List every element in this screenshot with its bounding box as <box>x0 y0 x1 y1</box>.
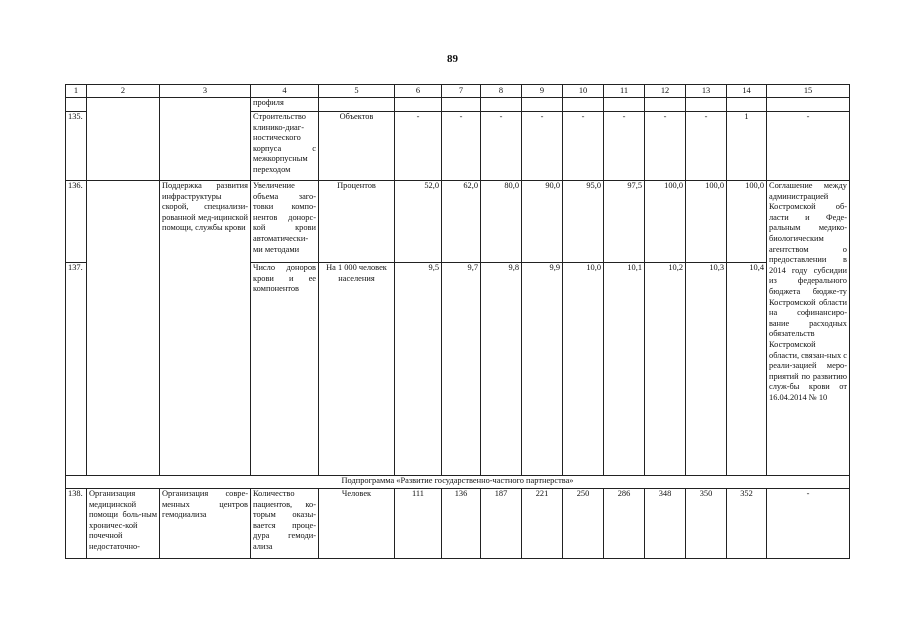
value-cell: 97,5 <box>604 181 645 263</box>
row-number: 138. <box>66 489 87 559</box>
table-row <box>66 489 850 559</box>
value-cell: 90,0 <box>522 181 563 263</box>
value-cell: 100,0 <box>727 181 767 263</box>
value-cell: - <box>395 112 442 181</box>
value-cell: 9,9 <box>522 263 563 476</box>
header-cell: 12 <box>645 85 686 98</box>
value-cell: 111 <box>395 489 442 559</box>
table-row <box>66 98 850 112</box>
row-number: 135. <box>66 112 87 181</box>
header-cell: 14 <box>727 85 767 98</box>
header-row <box>66 85 850 98</box>
table-row <box>66 181 850 263</box>
note-cell: - <box>767 112 850 181</box>
value-cell: 100,0 <box>686 181 727 263</box>
value-cell: 95,0 <box>563 181 604 263</box>
value-cell: 100,0 <box>645 181 686 263</box>
value-cell: 187 <box>481 489 522 559</box>
value-cell: 62,0 <box>442 181 481 263</box>
subprogram-title: Подпрограмма «Развитие государственно-частного партнерства» <box>66 476 850 489</box>
header-cell: 4 <box>251 85 319 98</box>
header-cell: 9 <box>522 85 563 98</box>
indicator-cell: Количество пациентов, ко-торым оказы-вается проце-дура гемоди-ализа <box>251 489 319 559</box>
indicator-cell: профиля <box>251 98 319 112</box>
value-cell: 9,5 <box>395 263 442 476</box>
value-cell: 10,4 <box>727 263 767 476</box>
note-cell: - <box>767 489 850 559</box>
value-cell: - <box>522 112 563 181</box>
value-cell: 9,7 <box>442 263 481 476</box>
value-cell: 250 <box>563 489 604 559</box>
subprogram-row <box>66 476 850 489</box>
event-cell: Поддержка развития инфраструктуры скорой, специализи-рованной мед-ицинской помощи, службы крови <box>160 181 251 476</box>
row-number: 137. <box>66 263 87 476</box>
page-number: 89 <box>447 53 458 65</box>
value-cell: 10,3 <box>686 263 727 476</box>
header-cell: 7 <box>442 85 481 98</box>
value-cell: 221 <box>522 489 563 559</box>
header-cell: 6 <box>395 85 442 98</box>
value-cell: 1 <box>727 112 767 181</box>
row-number: 136. <box>66 181 87 263</box>
indicator-cell: Увеличение объема заго-товки компо-нентов донорс-кой крови автоматически-ми методами <box>251 181 319 263</box>
event-cell: Организация совре-менных центров гемодиализа <box>160 489 251 559</box>
header-cell: 5 <box>319 85 395 98</box>
value-cell: 286 <box>604 489 645 559</box>
value-cell: 350 <box>686 489 727 559</box>
value-cell: 9,8 <box>481 263 522 476</box>
value-cell: - <box>563 112 604 181</box>
value-cell: 352 <box>727 489 767 559</box>
header-cell: 1 <box>66 85 87 98</box>
goal-cell: Организация медицинской помощи боль-ным хроничес-кой почечной недостаточно- <box>87 489 160 559</box>
indicator-cell: Строительство клинико-диаг-ностического корпуса с межкорпусным переходом <box>251 112 319 181</box>
header-cell: 15 <box>767 85 850 98</box>
targets-table <box>65 84 850 559</box>
unit-cell: Процентов <box>319 181 395 263</box>
value-cell: 348 <box>645 489 686 559</box>
indicator-cell: Число донoров крови и ее компонентов <box>251 263 319 476</box>
note-cell: Соглашение между администрацией Костромской об-ласти и Феде-ральным медико-биологическим агентством о предоставлении в 2014 году субсидии из федерального бюджета бюдже-ту Костромской области на софинансиро-вание расходных обязательств Костромской области, связан-ных с реали-зацией меро-приятий по развитию служ-бы крови от 16.04.2014 № 10 <box>767 181 850 476</box>
value-cell: 52,0 <box>395 181 442 263</box>
value-cell: 10,0 <box>563 263 604 476</box>
unit-cell: Человек <box>319 489 395 559</box>
header-cell: 3 <box>160 85 251 98</box>
value-cell: 80,0 <box>481 181 522 263</box>
value-cell: - <box>604 112 645 181</box>
header-cell: 13 <box>686 85 727 98</box>
header-cell: 2 <box>87 85 160 98</box>
value-cell: - <box>645 112 686 181</box>
value-cell: - <box>686 112 727 181</box>
header-cell: 10 <box>563 85 604 98</box>
value-cell: 10,1 <box>604 263 645 476</box>
unit-cell: Объектов <box>319 112 395 181</box>
header-cell: 11 <box>604 85 645 98</box>
value-cell: 136 <box>442 489 481 559</box>
value-cell: 10,2 <box>645 263 686 476</box>
value-cell: - <box>481 112 522 181</box>
unit-cell: На 1 000 человек населения <box>319 263 395 476</box>
header-cell: 8 <box>481 85 522 98</box>
value-cell: - <box>442 112 481 181</box>
